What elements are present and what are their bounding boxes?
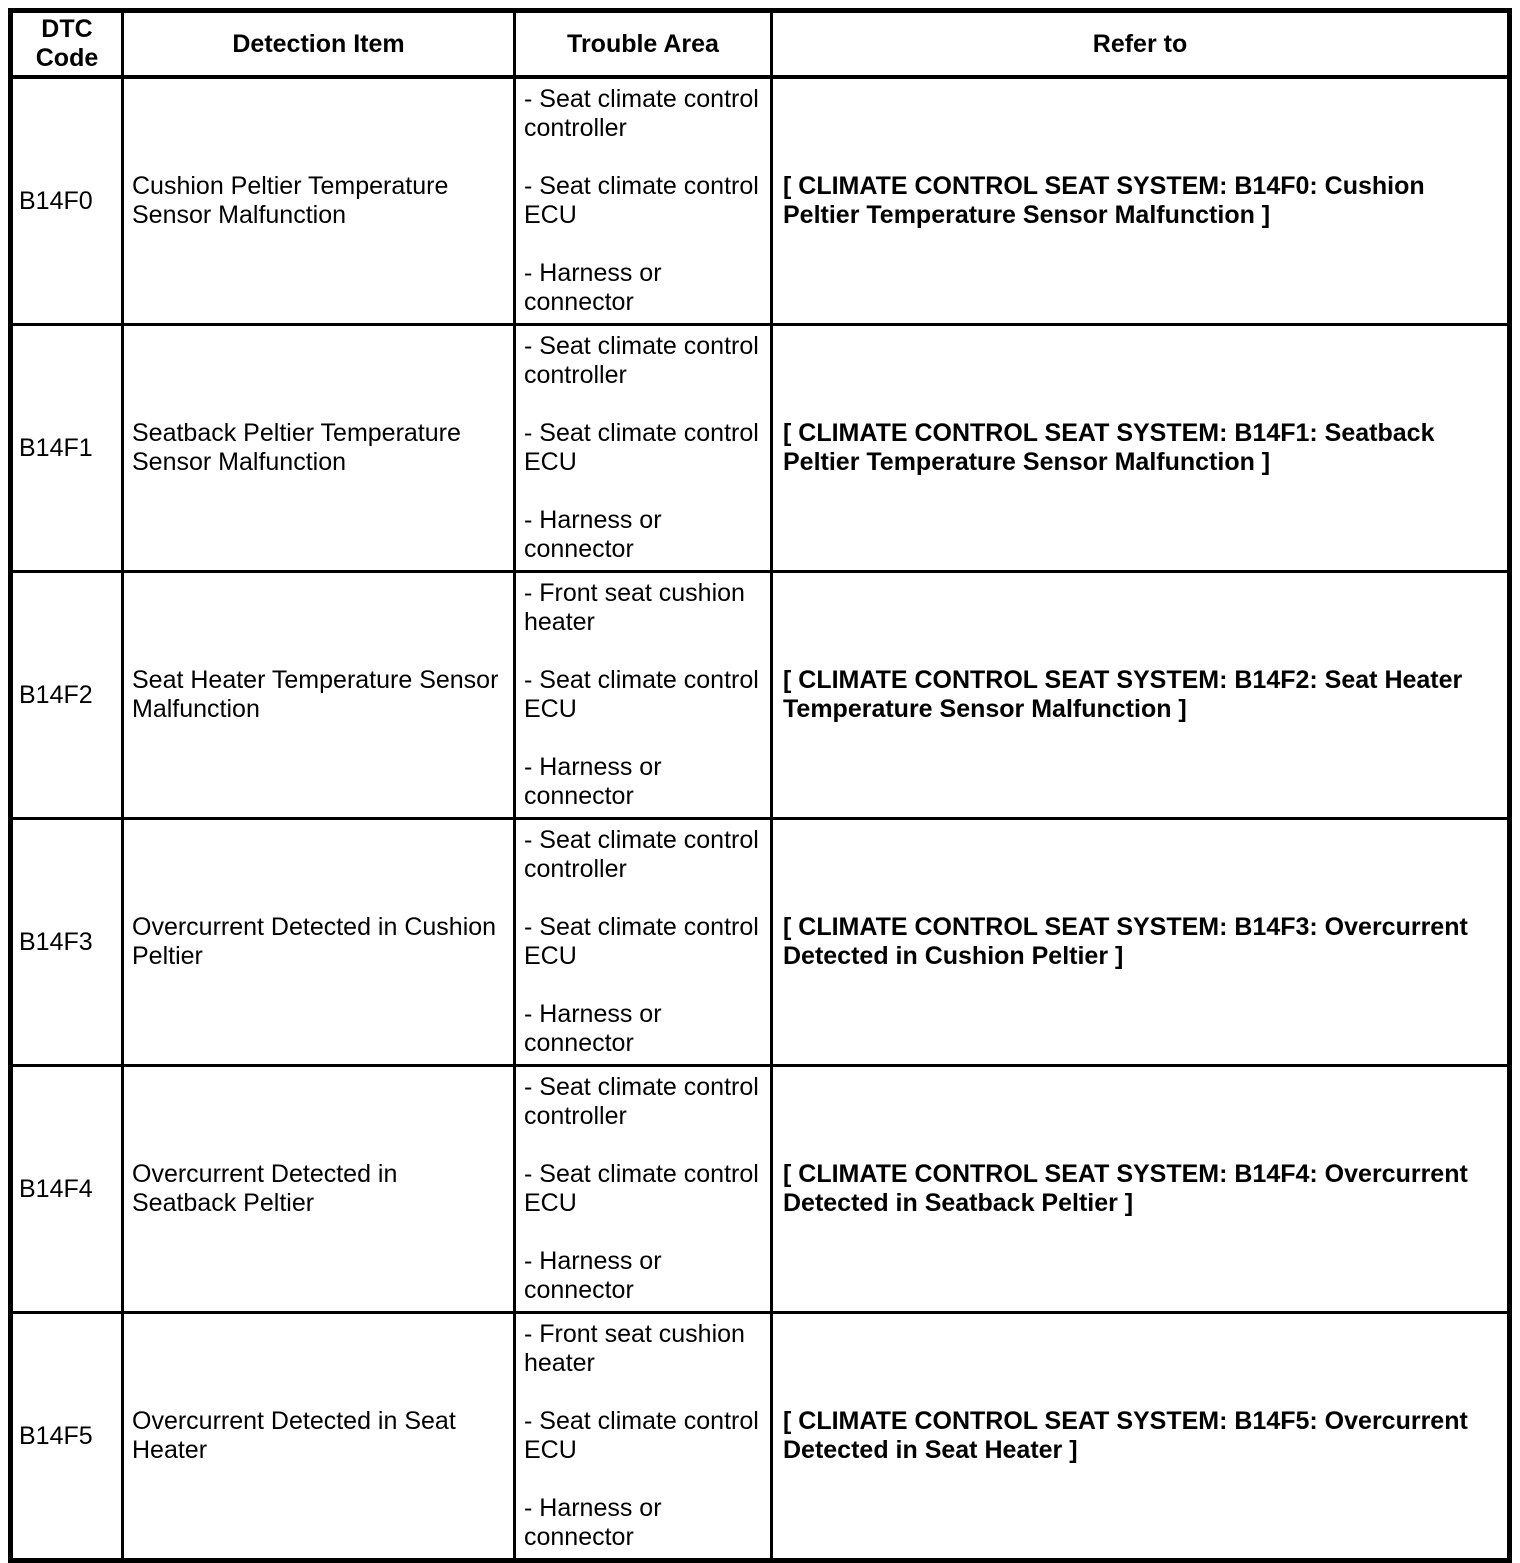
- trouble-area-item: - Harness or connector: [524, 1247, 662, 1304]
- table-header-row: [11, 11, 1510, 78]
- trouble-area-cell: [515, 77, 772, 325]
- dtc-code-cell: B14F5: [11, 1313, 123, 1561]
- trouble-area-item: - Seat climate control ECU: [524, 419, 759, 476]
- trouble-area-item: - Seat climate control ECU: [524, 172, 759, 229]
- trouble-area-item: - Seat climate control controller: [524, 826, 759, 883]
- trouble-area-item: - Harness or connector: [524, 259, 662, 316]
- table-row: [11, 572, 1510, 819]
- trouble-area-item: - Harness or connector: [524, 1494, 662, 1551]
- refer-to-cell: [ CLIMATE CONTROL SEAT SYSTEM: B14F1: Seatback Peltier Temperature Sensor Malfunction ]: [772, 325, 1510, 572]
- dtc-code-cell: B14F2: [11, 572, 123, 819]
- trouble-area-item: - Seat climate control ECU: [524, 913, 759, 970]
- trouble-area-cell: [515, 325, 772, 572]
- detection-item-cell: Seat Heater Temperature Sensor Malfunction: [123, 572, 515, 819]
- refer-to-cell: [ CLIMATE CONTROL SEAT SYSTEM: B14F5: Overcurrent Detected in Seat Heater ]: [772, 1313, 1510, 1561]
- trouble-area-item: - Seat climate control controller: [524, 1073, 759, 1130]
- refer-to-cell: [ CLIMATE CONTROL SEAT SYSTEM: B14F4: Overcurrent Detected in Seatback Peltier ]: [772, 1066, 1510, 1313]
- detection-item-cell: Seatback Peltier Temperature Sensor Malfunction: [123, 325, 515, 572]
- detection-item-cell: Cushion Peltier Temperature Sensor Malfunction: [123, 77, 515, 325]
- dtc-code-cell: B14F4: [11, 1066, 123, 1313]
- trouble-area-cell: [515, 1313, 772, 1561]
- trouble-area-item: - Seat climate control ECU: [524, 1407, 759, 1464]
- dtc-code-cell: B14F3: [11, 819, 123, 1066]
- detection-item-cell: Overcurrent Detected in Seatback Peltier: [123, 1066, 515, 1313]
- table-row: [11, 1066, 1510, 1313]
- refer-to-cell: [ CLIMATE CONTROL SEAT SYSTEM: B14F3: Overcurrent Detected in Cushion Peltier ]: [772, 819, 1510, 1066]
- refer-to-cell: [ CLIMATE CONTROL SEAT SYSTEM: B14F2: Seat Heater Temperature Sensor Malfunction ]: [772, 572, 1510, 819]
- detection-item-cell: Overcurrent Detected in Cushion Peltier: [123, 819, 515, 1066]
- dtc-table: [8, 8, 1512, 1563]
- trouble-area-item: - Seat climate control controller: [524, 332, 759, 389]
- trouble-area-cell: [515, 1066, 772, 1313]
- table-row: [11, 1313, 1510, 1561]
- header-dtc-code: DTC Code: [11, 11, 123, 78]
- refer-to-cell: [ CLIMATE CONTROL SEAT SYSTEM: B14F0: Cushion Peltier Temperature Sensor Malfunction ]: [772, 77, 1510, 325]
- table-row: [11, 325, 1510, 572]
- trouble-area-cell: [515, 819, 772, 1066]
- trouble-area-cell: [515, 572, 772, 819]
- trouble-area-item: - Seat climate control ECU: [524, 1160, 759, 1217]
- dtc-code-cell: B14F1: [11, 325, 123, 572]
- trouble-area-item: - Front seat cushion heater: [524, 1320, 745, 1377]
- trouble-area-item: - Harness or connector: [524, 506, 662, 563]
- table-row: [11, 819, 1510, 1066]
- trouble-area-item: - Seat climate control controller: [524, 85, 759, 142]
- header-detection-item: Detection Item: [123, 11, 515, 78]
- trouble-area-item: - Seat climate control ECU: [524, 666, 759, 723]
- dtc-code-cell: B14F0: [11, 77, 123, 325]
- trouble-area-item: - Front seat cushion heater: [524, 579, 745, 636]
- header-trouble-area: Trouble Area: [515, 11, 772, 78]
- trouble-area-item: - Harness or connector: [524, 1000, 662, 1057]
- header-refer-to: Refer to: [772, 11, 1510, 78]
- trouble-area-item: - Harness or connector: [524, 753, 662, 810]
- table-row: [11, 77, 1510, 325]
- detection-item-cell: Overcurrent Detected in Seat Heater: [123, 1313, 515, 1561]
